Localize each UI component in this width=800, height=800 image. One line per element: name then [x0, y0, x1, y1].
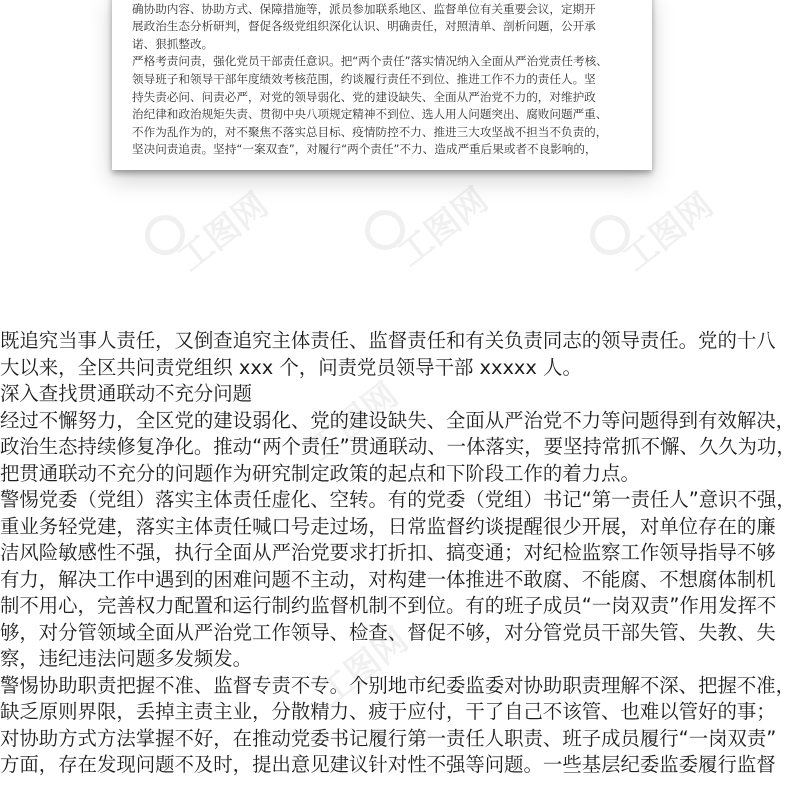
- preview-line: 不作为乱作为的，对不聚焦不落实总目标、疫情防控不力、推进三大攻坚战不担当不负责的，: [132, 124, 608, 139]
- body-line: 既追究当事人责任，又倒查追究主体责任、监督责任和有关负责同志的领导责任。党的十八: [0, 329, 776, 352]
- preview-line: 严格考责问责，强化党员干部责任意识。把“两个责任”落实情况纳入全面从严治党责任考核、: [132, 54, 608, 69]
- preview-line: 治纪律和政治规矩失责、贯彻中央八项规定精神不到位、选人用人问题突出、腐败问题严重、: [132, 107, 608, 122]
- section-heading: 深入查找贯通联动不充分问题: [0, 382, 253, 405]
- body-line: 政治生态持续修复净化。推动“两个责任”贯通联动、一体落实，要坚持常抓不懈、久久为功，: [0, 435, 796, 458]
- preview-line: 坚决问责追责。坚持“一案双查”，对履行“两个责任”不力、造成严重后果或者不良影响的，: [132, 142, 597, 157]
- body-line: 把贯通联动不充分的问题作为研究制定政策的起点和下阶段工作的着力点。: [0, 461, 640, 485]
- watermark-logo-icon: [357, 202, 413, 258]
- body-line: 缺乏原则界限，丢掉主责主业，分散精力、疲于应付，干了自己不该管、也难以管好的事；: [0, 700, 776, 723]
- document-preview-area: [0, 0, 800, 300]
- body-line: 大以来，全区共问责党组织 xxx 个，问责党员领导干部 xxxxx 人。: [0, 355, 582, 379]
- body-line: 重业务轻党建，落实主体责任喊口号走过场，日常监督约谈提醒很少开展，对单位存在的廉: [0, 514, 776, 538]
- body-line: 警惕协助职责把握不准、监督专责不专。个别地市纪委监委对协助职责理解不深、把握不准，: [0, 673, 796, 697]
- page-preview-text: [132, 0, 637, 159]
- body-line: 有力，解决工作中遇到的困难问题不主动，对构建一体推进不敢腐、不能腐、不想腐体制机: [0, 567, 776, 591]
- body-line: 够，对分管领域全面从严治党工作领导、检查、督促不够，对分管党员干部失管、失教、失: [0, 620, 776, 644]
- page-preview: [112, 0, 652, 170]
- body-line: 制不用心，完善权力配置和运行制约监督机制不到位。有的班子成员“一岗双责”作用发挥不: [0, 594, 777, 617]
- body-line: 警惕党委（党组）落实主体责任虚化、空转。有的党委（党组）书记“第一责任人”意识不强，: [0, 488, 796, 511]
- watermark: 工图网: [615, 185, 721, 280]
- watermark: 工图网: [310, 620, 416, 715]
- watermark: 工图网: [390, 180, 496, 275]
- body-line: 经过不懈努力，全区党的建设弱化、党的建设缺失、全面从严治党不力等问题得到有效解决，: [0, 408, 796, 432]
- body-line: 方面，存在发现问题不及时，提出意见建议针对性不强等问题。一些基层纪委监委履行监督: [0, 753, 776, 776]
- body-line: 洁风险敏感性不强，执行全面从严治党要求打折扣、搞变通；对纪检监察工作领导指导不够: [0, 541, 776, 564]
- preview-line: 领导班子和领导干部年度绩效考核范围，约谈履行责任不到位、推进工作不力的责任人。坚: [132, 71, 596, 86]
- watermark: 工图网: [170, 185, 276, 280]
- preview-line: 确协助内容、协助方式、保障措施等，派员参加联系地区、监督单位有关重要会议，定期开: [132, 1, 596, 16]
- preview-line: 展政治生态分析研判，督促各级党组织深化认识、明确责任，对照清单、剖析问题，公开承: [132, 19, 596, 34]
- watermark: 工图网: [300, 375, 406, 470]
- preview-line: 诺、狠抓整改。: [132, 36, 214, 51]
- watermark-logo-icon: [582, 207, 638, 263]
- preview-line: 持失责必问、问责必严，对党的领导弱化、党的建设缺失、全面从严治党不力的，对维护政: [132, 89, 596, 104]
- watermark-logo-icon: [137, 207, 193, 263]
- body-line: 对协助方式方法掌握不好，在推动党委书记履行第一责任人职责、班子成员履行“一岗双责”: [0, 726, 777, 750]
- document-body: [0, 328, 800, 779]
- body-line: 察，违纪违法问题多发频发。: [0, 647, 253, 670]
